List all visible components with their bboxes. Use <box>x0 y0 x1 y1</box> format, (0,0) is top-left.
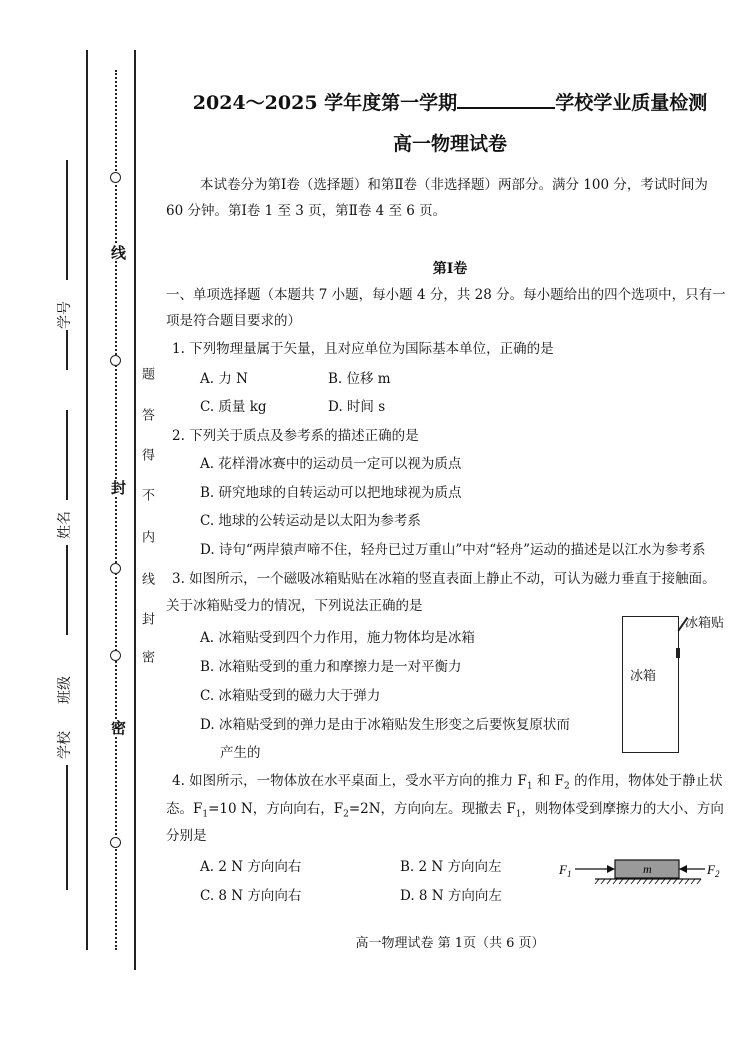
q1-option-c: C. 质量 kg <box>200 399 267 415</box>
student-id-label: 学号 <box>57 301 73 329</box>
school-label: 学校 <box>57 731 73 759</box>
notice-char: 答 <box>139 408 154 421</box>
notice-char: 不 <box>139 488 154 501</box>
binding-ring <box>110 172 121 183</box>
sub-index: 1 <box>526 781 533 792</box>
q4-stem-2-d: ，则物体受到摩擦力的大小、方向 <box>521 801 724 817</box>
name-blank <box>66 410 68 500</box>
page-footer: 高一物理试卷 第 1页（共 6 页） <box>355 936 545 951</box>
fridge-magnet <box>676 648 680 658</box>
block-m-label: m <box>643 862 652 876</box>
q4-option-b: B. 2 N 方向向左 <box>400 859 502 875</box>
exam-title-right: 学校学业质量检测 <box>555 92 708 114</box>
table-hatching <box>595 879 701 884</box>
binding-dotted-line <box>115 70 117 950</box>
notice-char: 内 <box>139 530 154 543</box>
q4-stem-2-c: =2N，方向向左。现撤去 F <box>348 801 516 817</box>
q2-option-c: C. 地球的公转运动是以太阳为参考系 <box>200 513 421 529</box>
q4-option-d: D. 8 N 方向向左 <box>400 888 502 904</box>
force-diagram <box>555 852 735 886</box>
notice-char: 得 <box>139 448 154 461</box>
exam-title-left: 2024～2025 学年度第一学期 <box>192 92 458 114</box>
q4-stem-2-a: 态。F <box>166 801 203 817</box>
notice-char: 密 <box>139 650 154 663</box>
fridge-magnet-label: 冰箱贴 <box>685 616 725 631</box>
seal-char-xian: 线 <box>109 245 127 260</box>
binding-line-outer <box>86 50 88 950</box>
section-instructions-1: 一、单项选择题（本题共 7 小题，每小题 4 分，共 28 分。每小题给出的四个选项中，只有一 <box>166 287 726 303</box>
q2-option-a: A. 花样滑冰赛中的运动员一定可以视为质点 <box>200 456 462 472</box>
student-id-blank-lower <box>66 330 68 370</box>
q1-option-d: D. 时间 s <box>328 399 386 415</box>
q3-stem-1: 3. 如图所示，一个磁吸冰箱贴贴在冰箱的竖直表面上静止不动，可认为磁力垂直于接触面。 <box>172 571 716 587</box>
school-blank <box>66 765 68 890</box>
binding-ring <box>110 837 121 848</box>
q1-option-a: A. 力 N <box>200 371 248 387</box>
force-f2-label: $F_2$ <box>707 862 720 879</box>
q3-option-b: B. 冰箱贴受到的重力和摩擦力是一对平衡力 <box>200 659 462 675</box>
class-label: 班级 <box>57 676 73 704</box>
fridge-figure <box>622 616 679 753</box>
binding-ring <box>110 355 121 366</box>
seal-char-feng: 封 <box>109 480 127 495</box>
q4-option-a: A. 2 N 方向向右 <box>200 859 302 875</box>
binding-ring <box>110 563 121 574</box>
q4-stem-1 <box>172 772 723 796</box>
sub-index: 1 <box>515 809 522 820</box>
exam-subtitle: 高一物理试卷 <box>392 133 507 155</box>
notice-char: 封 <box>139 612 154 625</box>
binding-line-inner <box>134 50 136 970</box>
binding-ring <box>110 650 121 661</box>
school-name-blank <box>457 93 555 109</box>
q4-stem-3: 分别是 <box>166 828 207 844</box>
name-blank-lower <box>66 545 68 635</box>
q1-option-b: B. 位移 m <box>328 371 391 387</box>
notice-char: 线 <box>139 572 154 585</box>
q3-option-c: C. 冰箱贴受到的磁力大于弹力 <box>200 688 381 704</box>
q4-stem-1-a: 4. 如图所示，一物体放在水平桌面上，受水平方向的推力 F <box>172 773 527 789</box>
force-f1-arrowhead <box>607 865 615 873</box>
q3-option-a: A. 冰箱贴受到四个力作用，施力物体均是冰箱 <box>200 630 475 646</box>
q2-stem: 2. 下列关于质点及参考系的描述正确的是 <box>172 428 419 444</box>
q3-option-d-1: D. 冰箱贴受到的弹力是由于冰箱贴发生形变之后要恢复原状而 <box>200 717 570 733</box>
part-heading: 第Ⅰ卷 <box>432 261 468 277</box>
sub-index: 2 <box>564 781 570 792</box>
notice-char: 题 <box>139 367 154 380</box>
sub-index: 2 <box>343 809 349 820</box>
fridge-label: 冰箱 <box>630 669 657 684</box>
q3-option-d-2: 产生的 <box>220 745 261 761</box>
intro-line-2: 60 分钟。第Ⅰ卷 1 至 3 页，第Ⅱ卷 4 至 6 页。 <box>166 203 447 219</box>
q4-option-c: C. 8 N 方向向右 <box>200 888 302 904</box>
force-f1-label: $F_1$ <box>559 862 572 879</box>
student-id-blank <box>66 160 68 280</box>
sub-index: 1 <box>202 809 209 820</box>
force-f2-arrowhead <box>679 865 687 873</box>
exam-title <box>160 88 740 115</box>
intro-line-1: 本试卷分为第Ⅰ卷（选择题）和第Ⅱ卷（非选择题）两部分。满分 100 分，考试时间为 <box>200 177 708 193</box>
q1-stem: 1. 下列物理量属于矢量，且对应单位为国际基本单位，正确的是 <box>172 341 554 357</box>
q2-option-d: D. 诗句“两岸猿声啼不住，轻舟已过万重山”中对“轻舟”运动的描述是以江水为参考系 <box>200 542 706 558</box>
q4-stem-1-b: 和 F <box>536 773 565 789</box>
q4-stem-1-c: 的作用，物体处于静止状 <box>574 773 723 789</box>
q3-stem-2: 关于冰箱贴受力的情况，下列说法正确的是 <box>166 598 423 614</box>
section-instructions-2: 项是符合题目要求的） <box>166 313 301 329</box>
name-label: 姓名 <box>57 511 73 539</box>
q2-option-b: B. 研究地球的自转运动可以把地球视为质点 <box>200 485 462 501</box>
q4-stem-2-b: =10 N，方向向右，F <box>208 801 344 817</box>
q4-stem-2 <box>166 800 724 824</box>
seal-char-mi: 密 <box>109 720 127 735</box>
